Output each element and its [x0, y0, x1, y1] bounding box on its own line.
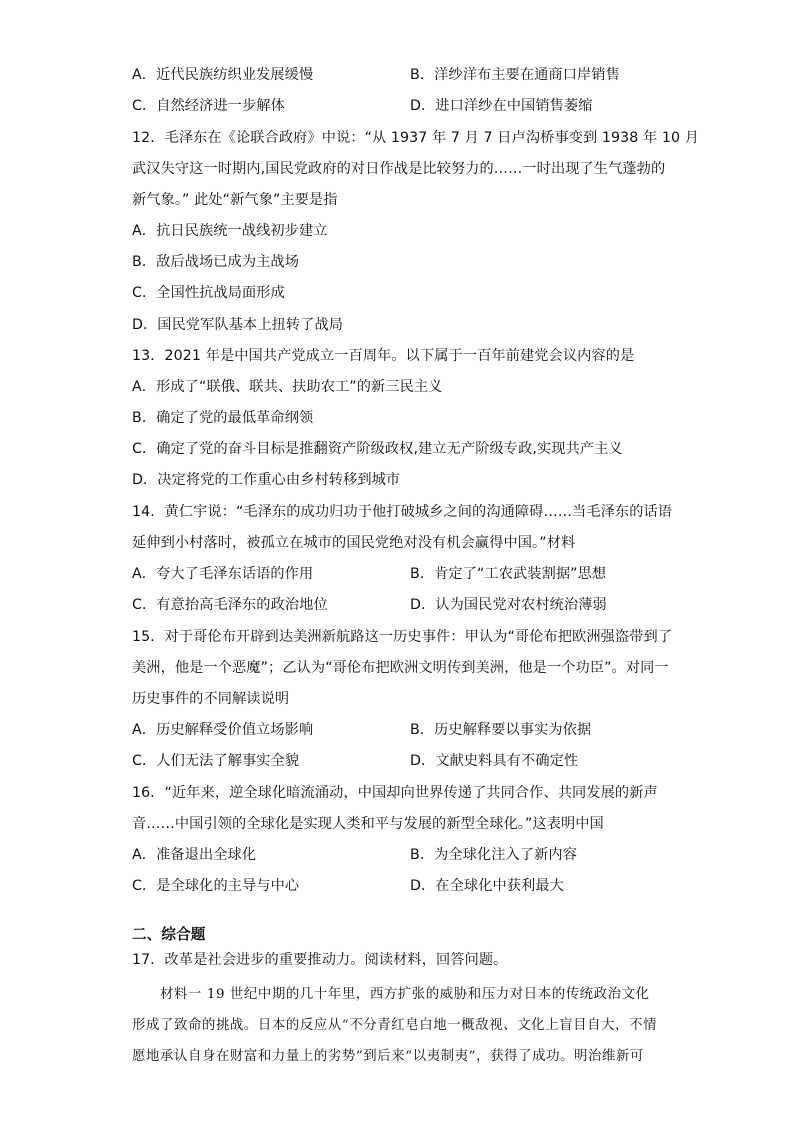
- q12-option-c: C．全国性抗战局面形成: [132, 285, 285, 301]
- q16-option-d: D．在全球化中获利最大: [410, 878, 564, 894]
- q14-stem-line-1: 14．黄仁宇说：“毛泽东的成功归功于他打破城乡之间的沟通障碍……当毛泽东的话语: [132, 504, 673, 520]
- q16-option-a: A．准备退出全球化: [132, 847, 257, 863]
- q13-option-b: B．确定了党的最低革命纲领: [132, 410, 314, 426]
- q11-option-d: D．进口洋纱在中国销售萎缩: [410, 98, 593, 114]
- q12-option-d: D．国民党军队基本上扭转了战局: [132, 317, 344, 333]
- q15-option-d: D．文献史料具有不确定性: [410, 753, 579, 769]
- q16-option-c: C．是全球化的主导与中心: [132, 878, 300, 894]
- q17-material-line-3: 愿地承认自身在财富和力量上的劣势”到后来“以夷制夷”，获得了成功。明治维新可: [132, 1049, 645, 1064]
- q12-stem-line-1: 12．毛泽东在《论联合政府》中说：“从 1937 年 7 月 7 日卢沟桥事变到 1938 年 10 月: [132, 130, 700, 146]
- q13-option-c: C．确定了党的奋斗目标是推翻资产阶级政权,建立无产阶级专政,实现共产主义: [132, 441, 623, 457]
- q12-stem-line-2: 武汉失守这一时期内,国民党政府的对日作战是比较努力的……一时出现了生气蓬勃的: [132, 161, 666, 177]
- q12-stem-line-3: 新气象。” 此处“新气象”主要是指: [132, 192, 338, 208]
- q14-option-b: B．肯定了“工农武装割据”思想: [410, 566, 607, 582]
- q17-stem: 17．改革是社会进步的重要推动力。阅读材料，回答问题。: [132, 952, 508, 968]
- q15-stem-line-1: 15．对于哥伦布开辟到达美洲新航路这一历史事件：甲认为“哥伦布把欧洲强盗带到了: [132, 629, 673, 645]
- q16-option-b: B．为全球化注入了新内容: [410, 847, 577, 863]
- q13-option-a: A．形成了“联俄、联共、扶助农工”的新三民主义: [132, 379, 443, 395]
- q16-stem-line-1: 16．“近年来，逆全球化暗流涌动，中国却向世界传递了共同合作、共同发展的新声: [132, 785, 658, 801]
- q15-option-b: B．历史解释要以事实为依据: [410, 722, 592, 738]
- q13-stem: 13．2021 年是中国共产党成立一百周年。以下属于一百年前建党会议内容的是: [132, 348, 635, 364]
- q15-option-a: A．历史解释受价值立场影响: [132, 722, 314, 738]
- q11-option-b: B．洋纱洋布主要在通商口岸销售: [410, 67, 620, 83]
- q17-material-line-1: 材料一 19 世纪中期的几十年里，西方扩张的威胁和压力对日本的传统政治文化: [160, 987, 650, 1002]
- q12-option-a: A．抗日民族统一战线初步建立: [132, 223, 328, 239]
- q11-option-c: C．自然经济进一步解体: [132, 98, 285, 114]
- q15-stem-line-3: 历史事件的不同解读说明: [132, 691, 290, 707]
- q13-option-d: D．决定将党的工作重心由乡村转移到城市: [132, 472, 401, 488]
- q15-stem-line-2: 美洲，他是一个恶魔”；乙认为“哥伦布把欧洲文明传到美洲，他是一个功臣”。对同一: [132, 660, 669, 676]
- q14-option-c: C．有意抬高毛泽东的政治地位: [132, 597, 328, 613]
- q16-stem-line-2: 音……中国引领的全球化是实现人类和平与发展的新型全球化。”这表明中国: [132, 816, 604, 832]
- q14-option-d: D．认为国民党对农村统治薄弱: [410, 597, 607, 613]
- q12-option-b: B．敌后战场已成为主战场: [132, 254, 299, 270]
- section-title: 二、综合题: [132, 926, 206, 943]
- q14-option-a: A．夸大了毛泽东话语的作用: [132, 566, 314, 582]
- q15-option-c: C．人们无法了解事实全貌: [132, 753, 300, 769]
- q17-material-line-2: 形成了致命的挑战。日本的反应从“不分青红皂白地一概敌视、文化上盲目自大，不情: [132, 1018, 658, 1033]
- q11-option-a: A．近代民族纺织业发展缓慢: [132, 67, 314, 83]
- q14-stem-line-2: 延伸到小村落时，被孤立在城市的国民党绝对没有机会赢得中国。”材料: [132, 535, 576, 551]
